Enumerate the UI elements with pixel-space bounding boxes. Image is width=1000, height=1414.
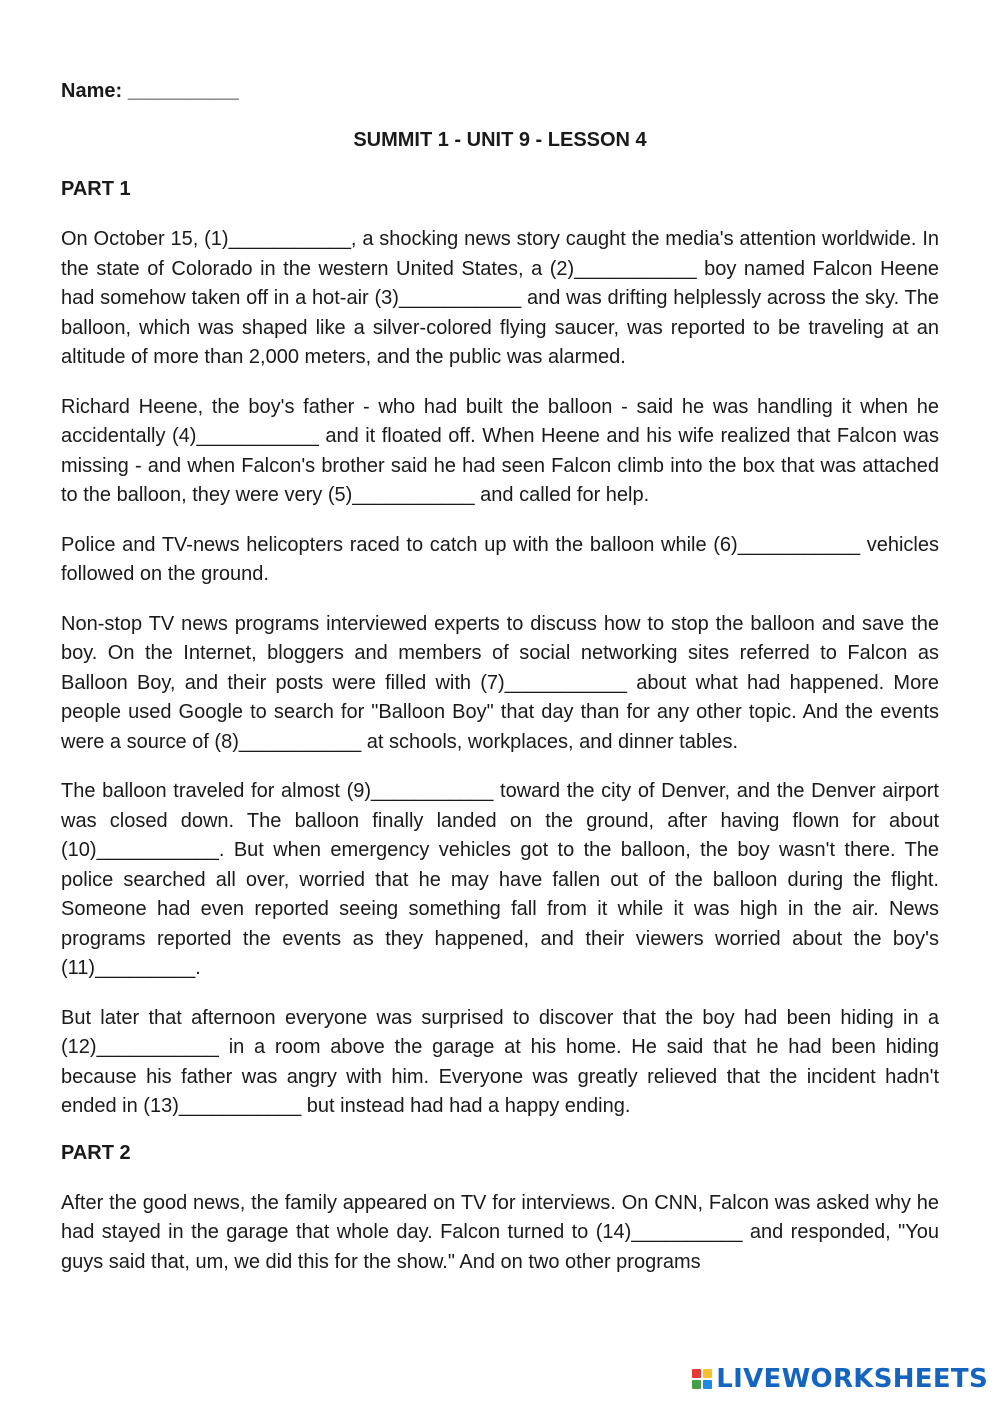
paragraph: Police and TV-news helicopters raced to catch up with the balloon while (6)___________ vehicles followed on the ground. <box>61 533 939 585</box>
name-field-label: Name: __________ <box>61 80 239 102</box>
paragraph: But later that afternoon everyone was surprised to discover that the boy had been hiding in a (12)___________ in a room above the garage at his home. He said that he had been hiding because his father was angry with him. Everyone was greatly relieved that the incident hadn't ended in (13)___________ but instead had had a happy ending. <box>61 1006 939 1117</box>
logo-square <box>703 1369 712 1378</box>
part-1-heading: PART 1 <box>61 178 131 200</box>
paragraph: Non-stop TV news programs interviewed experts to discuss how to stop the balloon and save the boy. On the Internet, bloggers and members of social networking sites referred to Falcon as Balloon Boy, and their posts were filled with (7)___________ about what had happened. More people used Google to search for "Balloon Boy" that day than for any other topic. And the events were a source of (8)___________ at schools, workplaces, and dinner tables. <box>61 612 939 753</box>
paragraph: Richard Heene, the boy's father - who had built the balloon - said he was handling it when he accidentally (4)___________ and it floated off. When Heene and his wife realized that Falcon was missing - and when Falcon's brother said he had seen Falcon climb into the box that was attached to the balloon, they were very (5)___________ and called for help. <box>61 395 939 506</box>
liveworksheets-logo-icon <box>692 1369 712 1389</box>
paragraph: After the good news, the family appeared on TV for interviews. On CNN, Falcon was asked why he had stayed in the garage that whole day. Falcon turned to (14)__________ and responded, "You guys said that, um, we did this for the show." And on two other programs <box>61 1191 939 1273</box>
logo-square <box>692 1369 701 1378</box>
logo-square <box>692 1380 701 1389</box>
logo-text: LIVEWORKSHEETS <box>716 1364 988 1394</box>
logo-square <box>703 1380 712 1389</box>
page-title: SUMMIT 1 - UNIT 9 - LESSON 4 <box>353 129 647 151</box>
worksheet-page <box>61 80 939 1297</box>
part-2-heading: PART 2 <box>61 1141 131 1164</box>
paragraph: The balloon traveled for almost (9)___________ toward the city of Denver, and the Denver airport was closed down. The balloon finally landed on the ground, after having flown for about (10)___________. But when emergency vehicles got to the balloon, the boy wasn't there. The police searched all over, worried that he may have fallen out of the balloon during the flight. Someone had even reported seeing something fall from it while it was high in the air. News programs reported the events as they happened, and their viewers worried about the boy's (11)_________. <box>61 780 939 979</box>
paragraph: On October 15, (1)___________, a shocking news story caught the media's attention worldwide. In the state of Colorado in the western United States, a (2)___________ boy named Falcon Heene had somehow taken off in a hot-air (3)___________ and was drifting helplessly across the sky. The balloon, which was shaped like a silver-colored flying saucer, was reported to be traveling at an altitude of more than 2,000 meters, and the public was alarmed. <box>61 228 939 368</box>
liveworksheets-logo <box>692 1364 988 1394</box>
